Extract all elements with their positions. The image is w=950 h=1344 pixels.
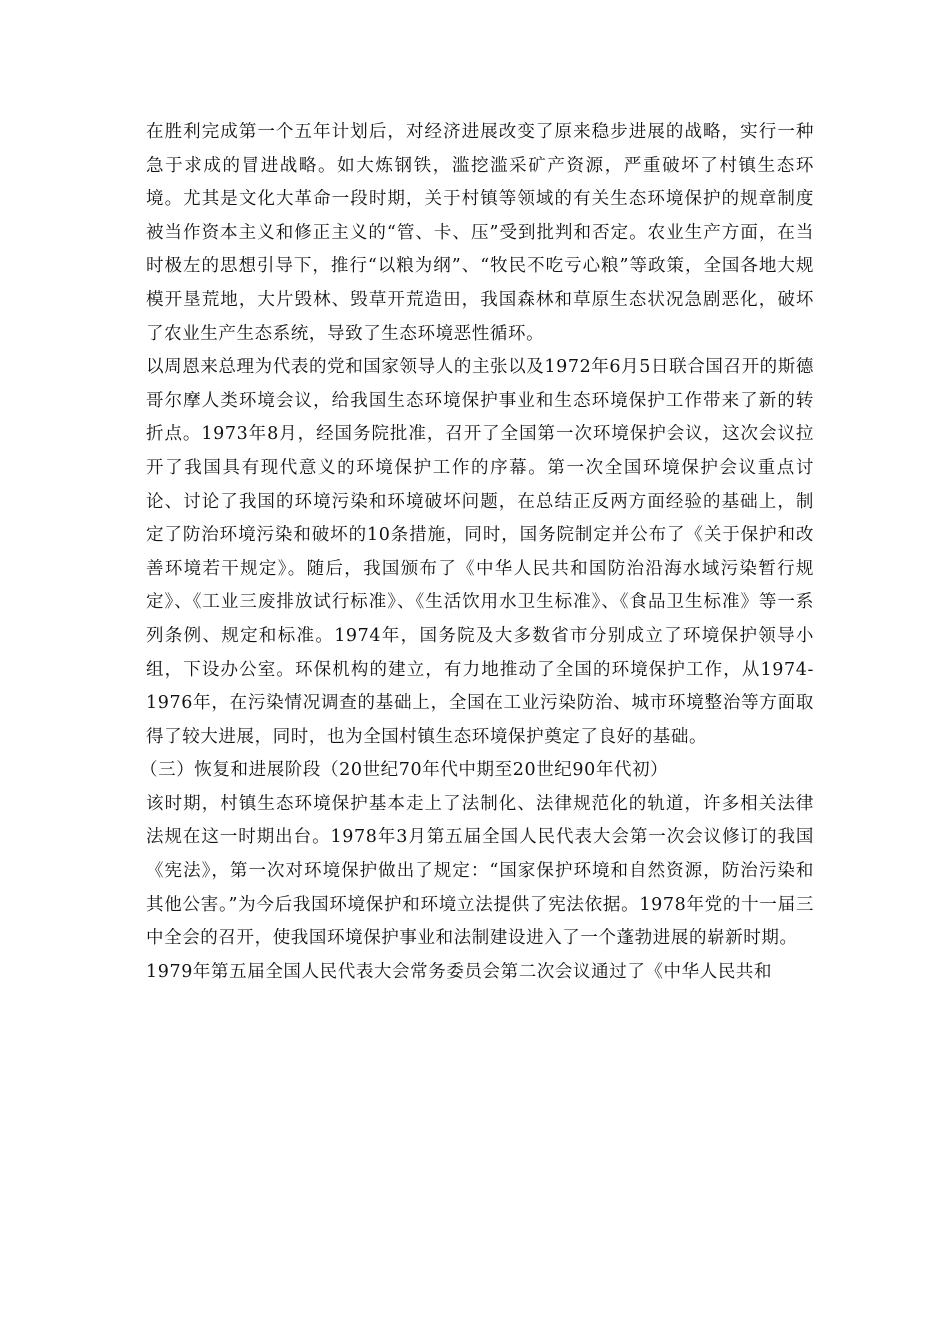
paragraph-1: 在胜利完成第一个五年计划后，对经济进展改变了原来稳步进展的战略，实行一种急于求成的冒进战略。如大炼钢铁，滥挖滥采矿产资源，严重破坏了村镇生态环境。尤其是文化大革命一段时期，关于村镇等领域的有关生态环境保护的规章制度被当作资本主义和修正主义的“管、卡、压”受到批判和否定。农业生产方面，在当时极左的思想引导下，推行“以粮为纲”、“牧民不吃亏心粮”等政策，全国各地大规模开垦荒地，大片毁林、毁草开荒造田，我国森林和草原生态状况急剧恶化，破坏了农业生产生态系统，导致了生态环境恶性循环。 — [146, 122, 814, 344]
section-heading: （三）恢复和进展阶段（20世纪70年代中期至20世纪90年代初） — [140, 760, 669, 781]
paragraph-2: 以周恩来总理为代表的党和国家领导人的主张以及1972年6月5日联合国召开的斯德哥尔摩人类环境会议，给我国生态环境保护事业和生态环境保护工作带来了新的转折点。1973年8月，经国务院批准，召开了全国第一次环境保护会议，这次会议拉开了我国具有现代意义的环境保护工作的序幕。第一次全国环境保护会议重点讨论、讨论了我国的环境污染和环境破坏问题，在总结正反两方面经验的基础上，制定了防治环境污染和破坏的10条措施，同时，国务院制定并公布了《关于保护和改善环境若干规定》。随后，我国颁布了《中华人民共和国防治沿海水域污染暂行规定》、《工业三废排放试行标准》、《生活饮用水卫生标准》、《食品卫生标准》等一系列条例、规定和标准。1974年，国务院及大多数省市分别成立了环境保护领导小组，下设办公室。环保机构的建立，有力地推动了全国的环境保护工作，从1974-1976年，在污染情况调查的基础上，全国在工业污染防治、城市环境整治等方面取得了较大进展，同时，也为全国村镇生态环境保护奠定了良好的基础。 — [146, 357, 814, 747]
document-page — [140, 116, 814, 989]
paragraph-4: 1979年第五届全国人民代表大会常务委员会第二次会议通过了《中华人民共和 — [146, 961, 773, 982]
paragraph-3: 该时期，村镇生态环境保护基本走上了法制化、法律规范化的轨道，许多相关法律法规在这一时期出台。1978年3月第五届全国人民代表大会第一次会议修订的我国《宪法》，第一次对环境保护做出了规定：“国家保护环境和自然资源，防治污染和其他公害。”为今后我国环境保护和环境立法提供了宪法依据。1978年党的十一届三中全会的召开，使我国环境保护事业和法制建设进入了一个蓬勃进展的崭新时期。 — [146, 793, 814, 949]
